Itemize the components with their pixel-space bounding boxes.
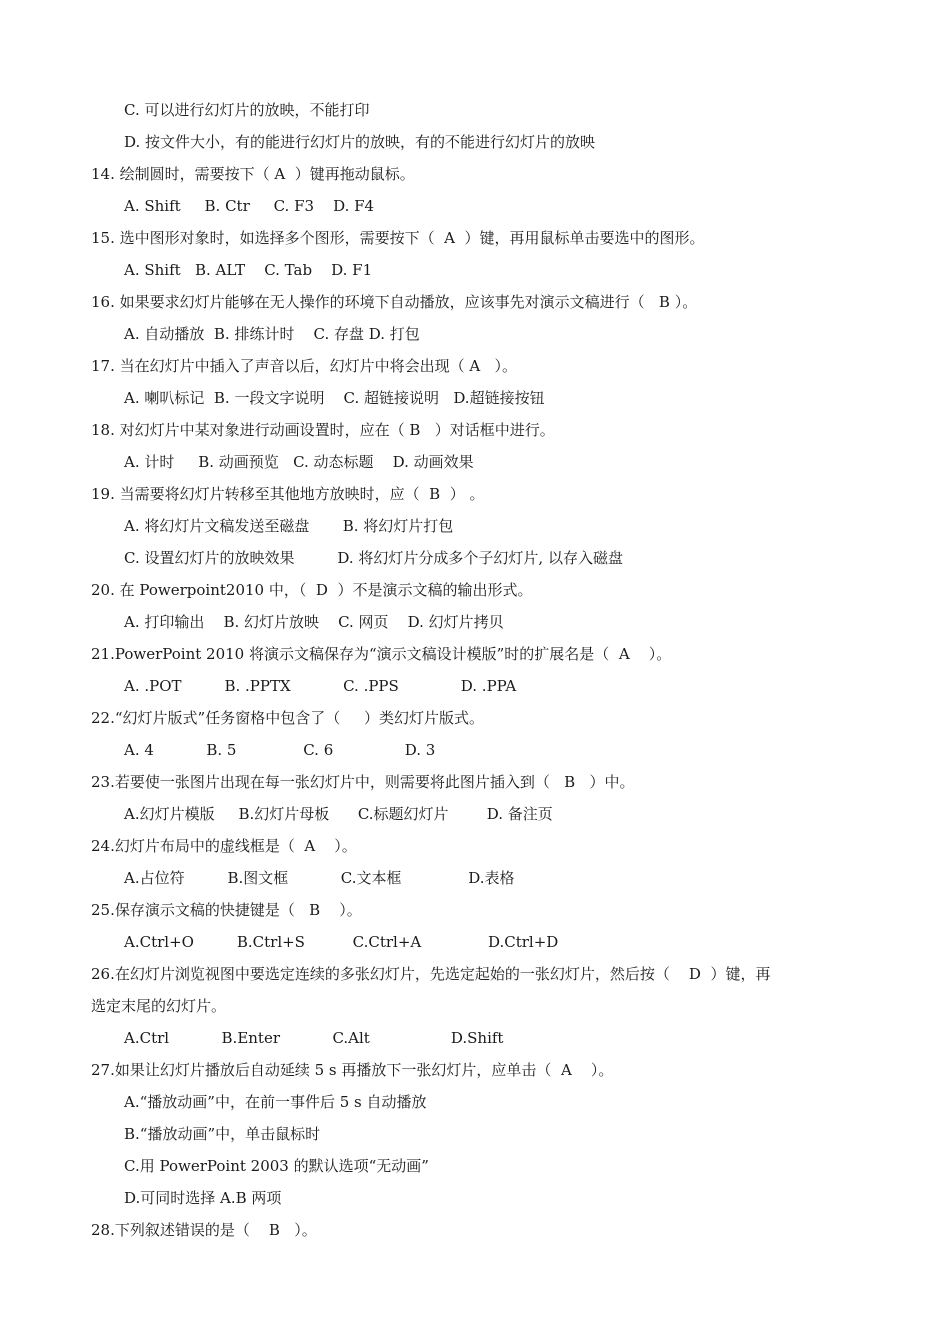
question-line: 15. 选中图形对象时，如选择多个图形，需要按下（ A ）键，再用鼠标单击要选中的图形。 — [91, 229, 705, 247]
question-line: 24.幻灯片布局中的虚线框是（ A ）。 — [91, 837, 357, 855]
option-line: A. Shift B. Ctr C. F3 D. F4 — [124, 197, 375, 215]
option-line: A. 喇叭标记 B. 一段文字说明 C. 超链接说明 D.超链接按钮 — [124, 389, 545, 407]
option-line: C. 可以进行幻灯片的放映，不能打印 — [124, 101, 370, 119]
option-line: A. Shift B. ALT C. Tab D. F1 — [124, 261, 373, 279]
question-line: 选定末尾的幻灯片。 — [91, 997, 227, 1015]
question-line: 27.如果让幻灯片播放后自动延续 5 s 再播放下一张幻灯片，应单击（ A ）。 — [91, 1061, 614, 1079]
question-line: 21.PowerPoint 2010 将演示文稿保存为“演示文稿设计模版”时的扩展名是（ A ）。 — [91, 645, 672, 663]
option-line: C.用 PowerPoint 2003 的默认选项“无动画” — [124, 1157, 429, 1175]
option-line: A. 打印输出 B. 幻灯片放映 C. 网页 D. 幻灯片拷贝 — [124, 613, 504, 631]
question-line: 17. 当在幻灯片中插入了声音以后，幻灯片中将会出现（ A ）。 — [91, 357, 518, 375]
option-line: B.“播放动画”中，单击鼠标时 — [124, 1125, 321, 1143]
option-line: A.幻灯片模版 B.幻灯片母板 C.标题幻灯片 D. 备注页 — [124, 805, 553, 823]
option-line: A.“播放动画”中，在前一事件后 5 s 自动播放 — [124, 1093, 427, 1111]
question-line: 19. 当需要将幻灯片转移至其他地方放映时，应（ B ） 。 — [91, 485, 485, 503]
question-line: 25.保存演示文稿的快捷键是（ B ）。 — [91, 901, 362, 919]
question-line: 18. 对幻灯片中某对象进行动画设置时，应在（ B ）对话框中进行。 — [91, 421, 555, 439]
option-line: A. 4 B. 5 C. 6 D. 3 — [124, 741, 436, 759]
question-line: 22.“幻灯片版式”任务窗格中包含了（ ）类幻灯片版式。 — [91, 709, 485, 727]
question-line: 23.若要使一张图片出现在每一张幻灯片中，则需要将此图片插入到（ B ）中。 — [91, 773, 635, 791]
option-line: C. 设置幻灯片的放映效果 D. 将幻灯片分成多个子幻灯片, 以存入磁盘 — [124, 549, 623, 567]
option-line: A.Ctrl+O B.Ctrl+S C.Ctrl+A D.Ctrl+D — [124, 933, 559, 951]
question-line: 14. 绘制圆时，需要按下（ A ）键再拖动鼠标。 — [91, 165, 415, 183]
option-line: D.可同时选择 A.B 两项 — [124, 1189, 282, 1207]
question-line: 28.下列叙述错误的是（ B ）。 — [91, 1221, 317, 1239]
question-line: 26.在幻灯片浏览视图中要选定连续的多张幻灯片，先选定起始的一张幻灯片，然后按（ D ）键，再 — [91, 965, 771, 983]
option-line: A. 计时 B. 动画预览 C. 动态标题 D. 动画效果 — [124, 453, 474, 471]
option-line: D. 按文件大小，有的能进行幻灯片的放映，有的不能进行幻灯片的放映 — [124, 133, 596, 151]
option-line: A.占位符 B.图文框 C.文本框 D.表格 — [124, 869, 515, 887]
option-line: A. 自动播放 B. 排练计时 C. 存盘 D. 打包 — [124, 325, 420, 343]
option-line: A.Ctrl B.Enter C.Alt D.Shift — [124, 1029, 504, 1047]
question-line: 16. 如果要求幻灯片能够在无人操作的环境下自动播放，应该事先对演示文稿进行（ B ）。 — [91, 293, 698, 311]
question-line: 20. 在 Powerpoint2010 中，（ D ）不是演示文稿的输出形式。 — [91, 581, 533, 599]
option-line: A. .POT B. .PPTX C. .PPS D. .PPA — [124, 677, 517, 695]
option-line: A. 将幻灯片文稿发送至磁盘 B. 将幻灯片打包 — [124, 517, 454, 535]
